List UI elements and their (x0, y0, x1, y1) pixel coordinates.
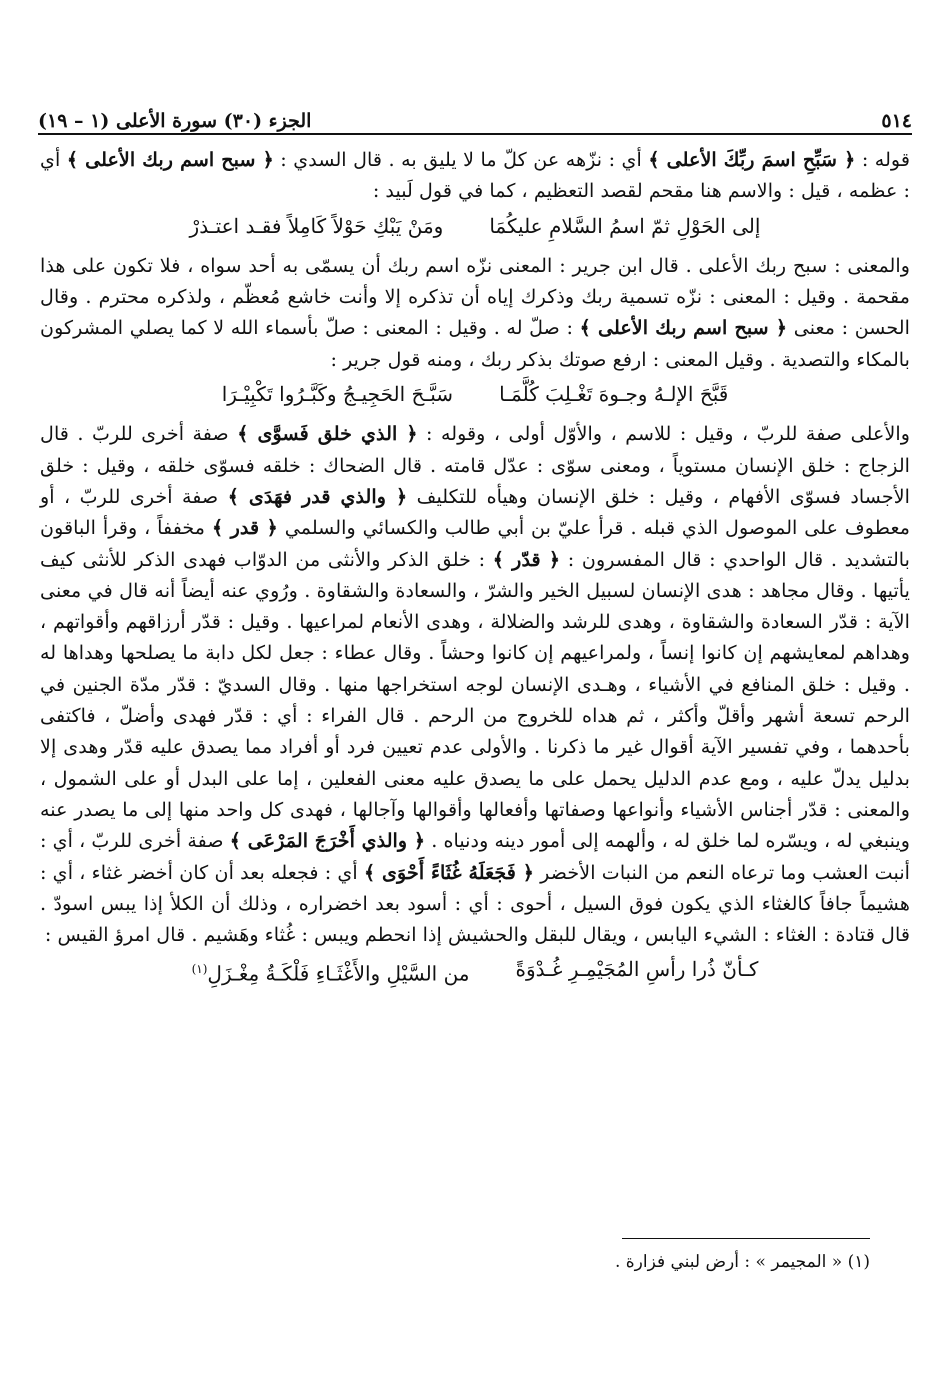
footnote-marker: (١) (191, 962, 208, 977)
verse-first-hemistich: قَبَّحَ الإلـهُ وجـوهَ تَغْـلِبَ كُلَّمَـا (499, 382, 729, 407)
paragraph-text: صفة أخرى للربّ ، أو معطوف على الموصول الذي قبله . قرأ عليّ بن أبي طالب والكسائي والسلمي (40, 484, 910, 540)
poetry-verse (40, 954, 910, 990)
verse-second-hemistich: ومَنْ يَبْكِ حَوْلاً كَامِلاً فقـد اعتـذرْ (189, 213, 444, 238)
paragraph-text: : خلق الذكر والأنثى من الدوّاب فهدى الذكر للأنثى كيف يأتيها . وقال مجاهد : هدى الإنسان لسبيل الخير والشرّ ، والسعادة والشقاوة . ورُوي عنه أيضاً أنه قال في معنى الآية : قدّر السعادة والشقاوة ، وهدى للرشد والضلالة ، وهدى الأنعام لمراعيها . وقيل : قدّر أرزاقهم وأقواتهم ، وهداهم لمعايشهم إن كانوا إنساً ، ولمراعيهم إن كانوا وحشاً . وقال عطاء : جعل لكل دابة ما يصلحها وهداها له . وقيل : خلق المنافع في الأشياء ، وهـدى الإنسان لوجه استخراجها منها . وقال السديّ : قدّر مدّة الجنين في الرحم تسعة أشهر وأقلّ وأكثر ، ثم هداه للخروج من الرحم . قال الفراء : أي : قدّر فهدى وأضلّ ، فاكتفى بأحدهما ، وفي تفسير الآية أقوال غير ما ذكرنا . والأولى عدم تعيين فرد أو أفراد مما يصدق عليه قدّر وهدى إلا بدليل يدلّ عليه ، ومع عدم الدليل يحمل على ما يصدق عليه معنى الفعلين ، إما على البدل أو على الشمول ، والمعنى : قدّر أجناس الأشياء وأنواعها وصفاتها وأفعالها وأقوالها وآجالها ، فهدى كل واحد منها إلى ما يصدر عنه وينبغي له ، ويسّره لما خلق له ، وألهمه إلى أمور دينه ودنياه . (40, 547, 910, 853)
verse-first-hemistich: كـأنّ ذُرا رأسِ المُجَيْمِـرِ غُـدْوَةً (515, 957, 759, 982)
footnote: (١) « المجيمر » : أرض لبني فزارة . (614, 1252, 870, 1272)
verse-second-hemistich: من السَّيْلِ والأَغْثَـاءِ فَلْكَـةُ مِغْـزَلِ$^{(١)}$ (191, 962, 470, 987)
body-text (40, 144, 910, 998)
quran-quote: ﴿ سبح اسم ربك الأعلى ﴾ (66, 148, 274, 171)
paragraph-text: أي : نزّهه عن كلّ ما لا يليق به . قال السدي : (273, 148, 649, 171)
page-number: ٥١٤ (881, 110, 912, 132)
commentary-paragraph (40, 418, 910, 950)
quran-quote: ﴿ والذي قدر فهَدَى ﴾ (227, 484, 408, 508)
page-header (38, 92, 912, 132)
paragraph-text: مخففاً ، وقرأ الباقون بالتشديد . قال الواحدي : قال المفسرون : (40, 516, 910, 571)
paragraph-text: والمعنى : سبح ربك الأعلى . قال ابن جرير : المعنى نزّه اسم ربك أن يسمّى به أحد سواه ، فلا تكون على هذا مقحمة . وقيل : المعنى : نزّه تسمية ربك وذكرك إياه أن تذكره إلا وأنت خاشع مُعظّم ، ولذكره محترم . وقال الحسن : معنى (40, 253, 910, 340)
paragraph-text: والأعلى صفة للربّ ، وقيل : للاسم ، والأوّل أولى ، وقوله : (417, 422, 910, 446)
commentary-paragraph (40, 144, 910, 207)
quran-quote: ﴿ قدّر ﴾ (492, 547, 561, 571)
quran-quote: ﴿ قدر ﴾ (211, 516, 278, 540)
quran-quote: ﴿ سبح اسم ربك الأعلى ﴾ (579, 316, 788, 340)
poetry-verse (40, 379, 910, 410)
poetry-verse (40, 211, 910, 242)
quran-quote: ﴿ فَجَعَلَهُ غُثَاءً أَحْوَى ﴾ (363, 860, 534, 884)
commentary-paragraph (40, 250, 910, 375)
quran-quote: ﴿ والذي أَخْرَجَ المَرْعَى ﴾ (229, 829, 426, 853)
paragraph-text: صفة أخرى للربّ ، أي : أنبت العشب وما ترعاه النعم من النبات الأخضر (40, 829, 910, 884)
quran-quote: ﴿ الذي خلق فَسوَّى ﴾ (237, 422, 418, 446)
verse-first-hemistich: إلى الحَوْلِ ثمّ اسمُ السَّلامِ عليكُمَا (489, 213, 761, 238)
paragraph-text: أي : فجعله بعد أن كان أخضر غثاء ، أي : هشيماً جافاً كالغثاء الذي يكون فوق السيل ، أحوى : أي : أسود بعد اخضراره ، وذلك أن الكلأ إذا يبس اسودّ . قال قتادة : الغثاء : الشيء اليابس ، ويقال للبقل والحشيش إذا انحطم ويبس : غُثاء وهَشيم . قال امرؤ القيس : (40, 860, 910, 947)
quran-quote: ﴿ سَبِّحِ اسمَ ربِّكَ الأعلى ﴾ (648, 148, 856, 171)
header-rule (38, 133, 912, 135)
paragraph-text: أي : عظمه ، قيل : والاسم هنا مقحم لقصد التعظيم ، كما في قول لَبيد : (40, 148, 910, 203)
verse-second-hemistich: سَبَّـحَ الحَجِيـجُ وكَبَّـرُوا تَكْبِيْـرَا (221, 382, 454, 407)
running-title: الجزء (٣٠) سورة الأعلى (١ – ١٩) (38, 110, 312, 132)
paragraph-text: صفة أخرى للربّ . قال الزجاج : خلق الإنسان مستوياً ، ومعنى سوّى : عدّل قامته . قال الضحاك : خلقه فسوّى خلقه ، وقيل : خلق الأجساد فسوّى الأفهام ، وقيل : خلق الإنسان وهيأه للتكليف (40, 422, 910, 508)
paragraph-text: قوله : (855, 148, 910, 171)
paragraph-text: : صلّ له . وقيل : المعنى : صلّ بأسماء الله لا كما يصلي المشركون بالمكاء والتصدية . وقيل المعنى : ارفع صوتك بذكر ربك ، ومنه قول جرير : (40, 316, 910, 371)
footnote-rule (622, 1238, 870, 1239)
